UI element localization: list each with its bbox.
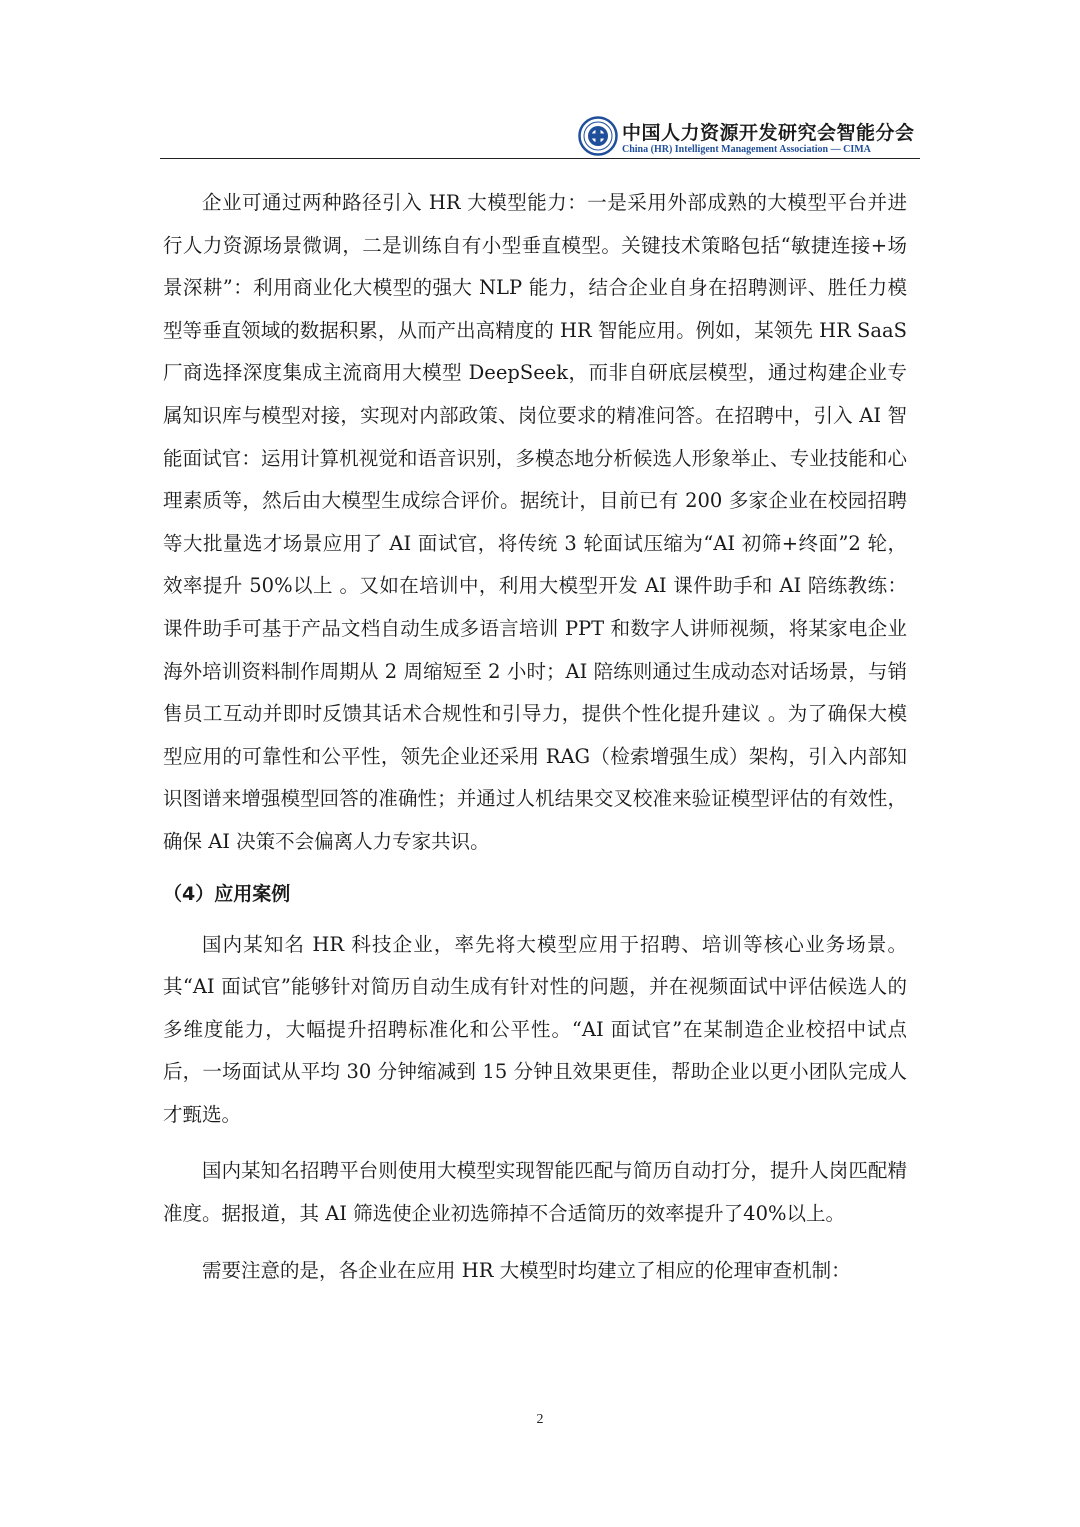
cima-logo-icon [578,116,618,156]
page-number: 2 [536,1412,544,1427]
organization-name-cn: 中国人力资源开发研究会智能分会 [622,122,915,144]
header-divider [160,158,920,159]
section-heading: （4）应用案例 [163,882,291,905]
organization-name-en: China (HR) Intelligent Management Association — CIMA [622,144,871,155]
body-paragraph: 需要注意的是，各企业在应用 HR 大模型时均建立了相应的伦理审查机制： [202,1258,851,1282]
document-body [163,182,907,1292]
body-paragraph: 国内某知名招聘平台则使用大模型实现智能匹配与简历自动打分，提升人岗匹配精准度。据报道，其 AI 筛选使企业初选筛掉不合适简历的效率提升了40%以上。 [163,1159,907,1226]
body-paragraph: 国内某知名 HR 科技企业，率先将大模型应用于招聘、培训等核心业务场景。其“AI 面试官”能够针对简历自动生成有针对性的问题，并在视频面试中评估候选人的多维度能力，大幅提升招聘标准化和公平性。“AI 面试官”在某制造企业校招中试点后，一场面试从平均 30 分钟缩减到 15 分钟且效果更佳，帮助企业以更小团队完成人才甄选。 [163,932,907,1126]
body-paragraph: 企业可通过两种路径引入 HR 大模型能力：一是采用外部成熟的大模型平台并进行人力资源场景微调，二是训练自有小型垂直模型。关键技术策略包括“敏捷连接+场景深耕”：利用商业化大模型的强大 NLP 能力，结合企业自身在招聘测评、胜任力模型等垂直领域的数据积累，从而产出高精度的 HR 智能应用。例如，某领先 HR SaaS 厂商选择深度集成主流商用大模型 DeepSeek，而非自研底层模型，通过构建企业专属知识库与模型对接，实现对内部政策、岗位要求的精准问答。在招聘中，引入 AI 智能面试官：运用计算机视觉和语音识别，多模态地分析候选人形象举止、专业技能和心理素质等，然后由大模型生成综合评价。据统计，目前已有 200 多家企业在校园招聘等大批量选才场景应用了 AI 面试官，将传统 3 轮面试压缩为“AI 初筛+终面”2 轮，效率提升 50%以上 。又如在培训中，利用大模型开发 AI 课件助手和 AI 陪练教练：课件助手可基于产品文档自动生成多语言培训 PPT 和数字人讲师视频，将某家电企业海外培训资料制作周期从 2 周缩短至 2 小时；AI 陪练则通过生成动态对话场景，与销售员工互动并即时反馈其话术合规性和引导力，提供个性化提升建议 。为了确保大模型应用的可靠性和公平性，领先企业还采用 RAG（检索增强生成）架构，引入内部知识图谱来增强模型回答的准确性；并通过人机结果交叉校准来验证模型评估的有效性，确保 AI 决策不会偏离人力专家共识。 [163,191,907,853]
page-header [160,110,920,160]
